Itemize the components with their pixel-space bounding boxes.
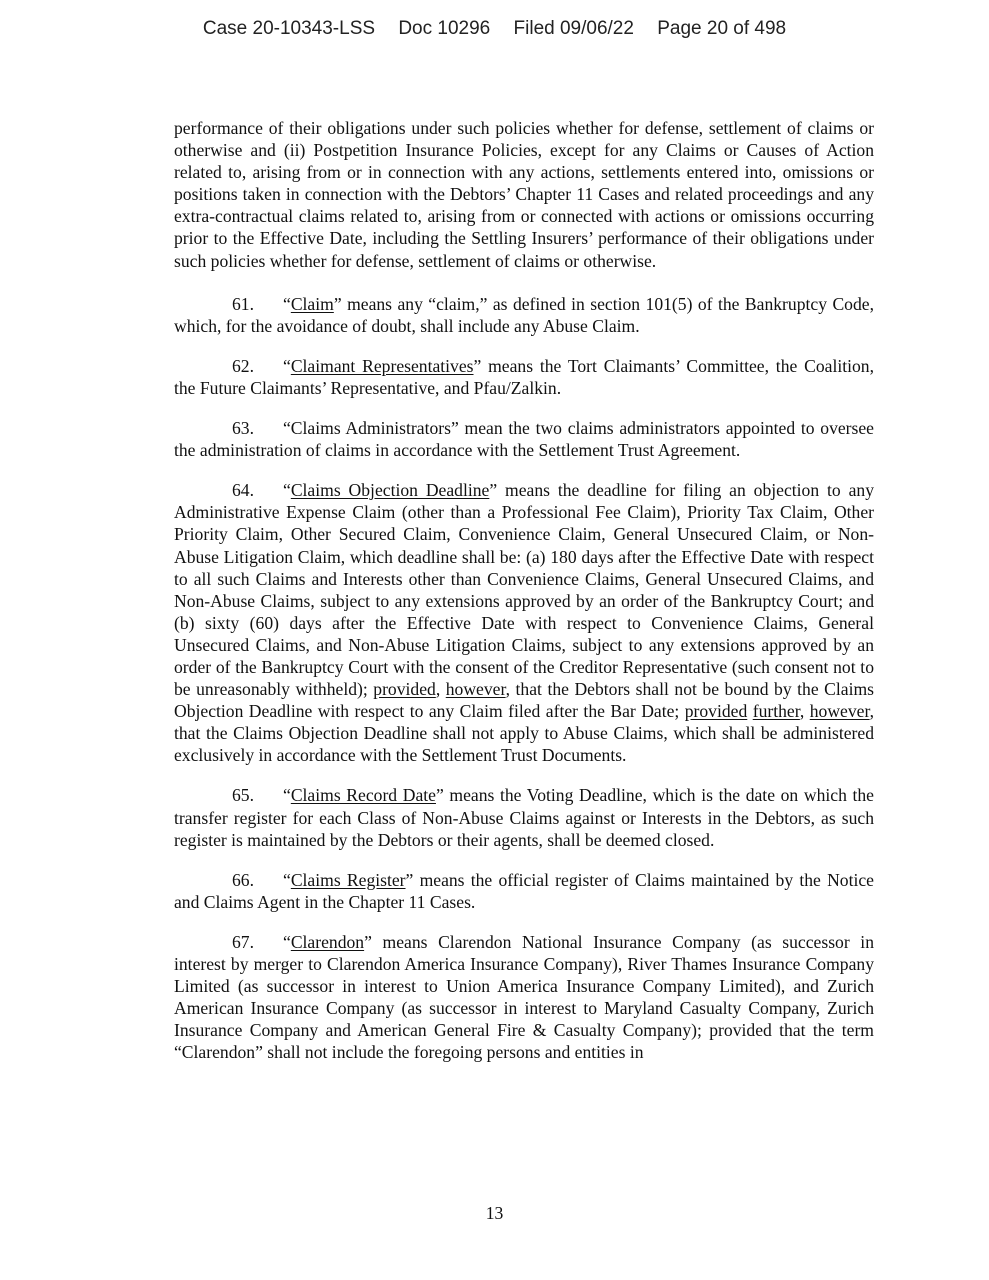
defined-term: Claims Record Date [290, 785, 436, 806]
definition-62: 62. “Claimant Representatives” means the Tort Claimants’ Committee, the Coalition, the Future Claimants’ Representative, and Pfau/Zalkin. [174, 355, 874, 398]
paragraph-number: 66. [232, 869, 254, 890]
page-count: Page 20 of 498 [657, 18, 787, 39]
defined-term: Claim [290, 293, 334, 314]
paragraph-number: 61. [232, 293, 254, 314]
defined-term: Claims Objection Deadline [290, 480, 490, 501]
continuation-paragraph: performance of their obligations under such policies whether for defense, settlement of claims or otherwise and (ii) Postpetition Insurance Policies, except for any Claims or Causes of Action related to, arising from or in connection with any actions, settlements entered into, omissions or positions taken in connection with the Debtors’ Chapter 11 Cases and related proceedings and any extra-contractual claims related to, arising from or connected with actions or omissions occurring prior to the Effective Date, including the Settling Insurers’ performance of their obligations under such policies whether for defense, settlement of claims or otherwise. [174, 118, 874, 271]
page-number: 13 [485, 1203, 504, 1223]
proviso-term: however [809, 701, 870, 722]
proviso-term: however [445, 679, 506, 700]
paragraph-number: 62. [232, 355, 254, 376]
definition-64: 64. “Claims Objection Deadline” means the deadline for filing an objection to any Administrative Expense Claim (other than a Professional Fee Claim), Priority Tax Claim, Other Priority Claim, Other Secured Claim, Convenience Claim, General Unsecured Claim, or Non-Abuse Litigation Claim, which deadline shall be: (a) 180 days after the Effective Date with respect to all such Claims and Interests other than Convenience Claims, General Unsecured Claims, and Non-Abuse Claims, subject to any extensions approved by an order of the Bankruptcy Court; and (b) sixty (60) days after the Effective Date with respect to Convenience Claims, General Unsecured Claims, and Non-Abuse Litigation Claims, subject to any extensions approved by an order of the Bankruptcy Court with the consent of the Creditor Representative (such consent not to be unreasonably withheld); provided, however, that the Debtors shall not be bound by the Claims Objection Deadline with respect to any Claim filed after the Bar Date; provided further, however, that the Claims Objection Deadline shall not apply to Abuse Claims, which shall be administered exclusively in accordance with the Settlement Trust Documents. [174, 480, 875, 766]
filed-date: Filed 09/06/22 [513, 18, 634, 39]
paragraph-number: 67. [232, 931, 254, 952]
definition-67: 67. “Clarendon” means Clarendon National Insurance Company (as successor in interest by merger to Clarendon America Insurance Company), River Thames Insurance Company Limited (as successor in interest to Union America Insurance Company Limited), and Zurich American Insurance Company (as successor in interest to Maryland Casualty Company, Zurich Insurance Company and American General Fire & Casualty Company); provided that the term “Clarendon” shall not include the foregoing persons and entities in [174, 931, 874, 1063]
defined-term: Claimant Representatives [290, 355, 474, 376]
proviso-term: further [752, 701, 800, 722]
paragraph-number: 64. [232, 480, 254, 501]
defined-term: Clarendon [290, 931, 365, 952]
defined-term: Claims Register [290, 869, 406, 890]
paragraph-number: 65. [232, 785, 254, 806]
proviso-term: provided [684, 701, 748, 722]
definition-61: 61. “Claim” means any “claim,” as defined in section 101(5) of the Bankruptcy Code, which, for the avoidance of doubt, shall include any Abuse Claim. [174, 293, 874, 336]
case-number: Case 20-10343-LSS [202, 18, 376, 39]
paragraph-number: 63. [232, 418, 254, 439]
filing-header [0, 18, 989, 40]
proviso-term: provided [373, 679, 436, 700]
doc-number: Doc 10296 [398, 18, 491, 39]
document-body [174, 117, 874, 1081]
definition-66: 66. “Claims Register” means the official register of Claims maintained by the Notice and Claims Agent in the Chapter 11 Cases. [174, 869, 874, 912]
definition-63: 63. “Claims Administrators” mean the two claims administrators appointed to oversee the administration of claims in accordance with the Settlement Trust Agreement. [174, 418, 874, 461]
definition-65: 65. “Claims Record Date” means the Voting Deadline, which is the date on which the transfer register for each Class of Non-Abuse Claims against or Interests in the Debtors, as such register is maintained by the Debtors or their agents, shall be deemed closed. [174, 785, 874, 850]
